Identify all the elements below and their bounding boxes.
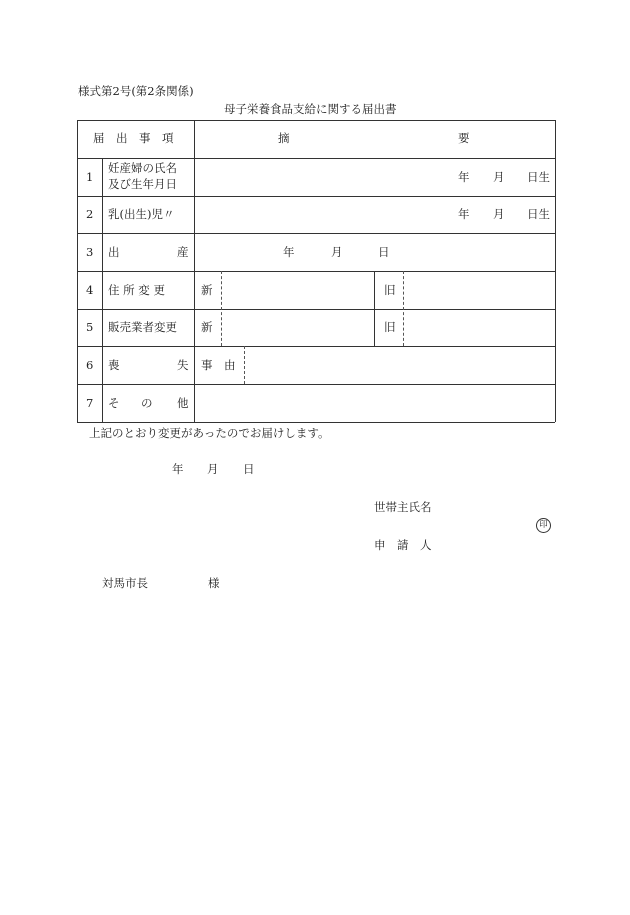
- row-2-year: 年: [458, 207, 470, 221]
- form-title: 母子栄養食品支給に関する届出書: [224, 102, 397, 116]
- row-3-year: 年: [283, 245, 295, 259]
- date-year: 年: [172, 462, 184, 476]
- row-3-label-b: 産: [177, 245, 189, 259]
- row-2-day-birth: 日生: [527, 207, 550, 221]
- statement: 上記のとおり変更があったのでお届けします。: [89, 426, 330, 440]
- row-1-month: 月: [493, 170, 505, 184]
- row-1-year: 年: [458, 170, 470, 184]
- row-7-label-c: 他: [177, 396, 189, 410]
- row-5-new: 新: [201, 320, 213, 334]
- row-6-label-a: 喪: [108, 358, 120, 372]
- table-header-item: 届 出 事 項: [93, 131, 174, 145]
- applicant-label: 申 請 人: [374, 538, 432, 552]
- row-1-day-birth: 日生: [527, 170, 550, 184]
- row-7-label-a: そ: [108, 396, 120, 410]
- row-2-number: 2: [86, 207, 94, 221]
- row-7-number: 7: [86, 396, 94, 410]
- household-head-label: 世帯主氏名: [374, 500, 432, 514]
- row-1-label-line2: 及び生年月日: [108, 177, 177, 191]
- row-4-old: 旧: [384, 283, 396, 297]
- row-6-reason: 事 由: [201, 358, 236, 372]
- row-2-month: 月: [493, 207, 505, 221]
- row-7-label-b: の: [141, 396, 153, 410]
- row-6-number: 6: [86, 358, 94, 372]
- table-header-summary-1: 摘: [278, 131, 290, 145]
- row-4-label: 住 所 変 更: [108, 283, 165, 297]
- form-number: 様式第2号(第2条関係): [78, 84, 194, 98]
- row-3-month: 月: [331, 245, 343, 259]
- seal-mark: 印: [536, 518, 551, 533]
- row-3-number: 3: [86, 245, 94, 259]
- date-month: 月: [207, 462, 219, 476]
- row-2-label: 乳(出生)児〃: [108, 207, 175, 221]
- row-3-label-a: 出: [108, 245, 120, 259]
- table-header-summary-2: 要: [458, 131, 470, 145]
- row-5-number: 5: [86, 320, 94, 334]
- row-5-label: 販売業者変更: [108, 320, 177, 334]
- row-5-old: 旧: [384, 320, 396, 334]
- addressee: 対馬市長: [102, 576, 148, 590]
- row-1-label-line1: 妊産婦の氏名: [108, 161, 177, 175]
- row-4-number: 4: [86, 283, 94, 297]
- honorific: 様: [208, 576, 220, 590]
- row-6-label-b: 失: [177, 358, 189, 372]
- row-4-new: 新: [201, 283, 213, 297]
- row-1-number: 1: [86, 170, 94, 184]
- date-day: 日: [243, 462, 255, 476]
- row-3-day: 日: [378, 245, 390, 259]
